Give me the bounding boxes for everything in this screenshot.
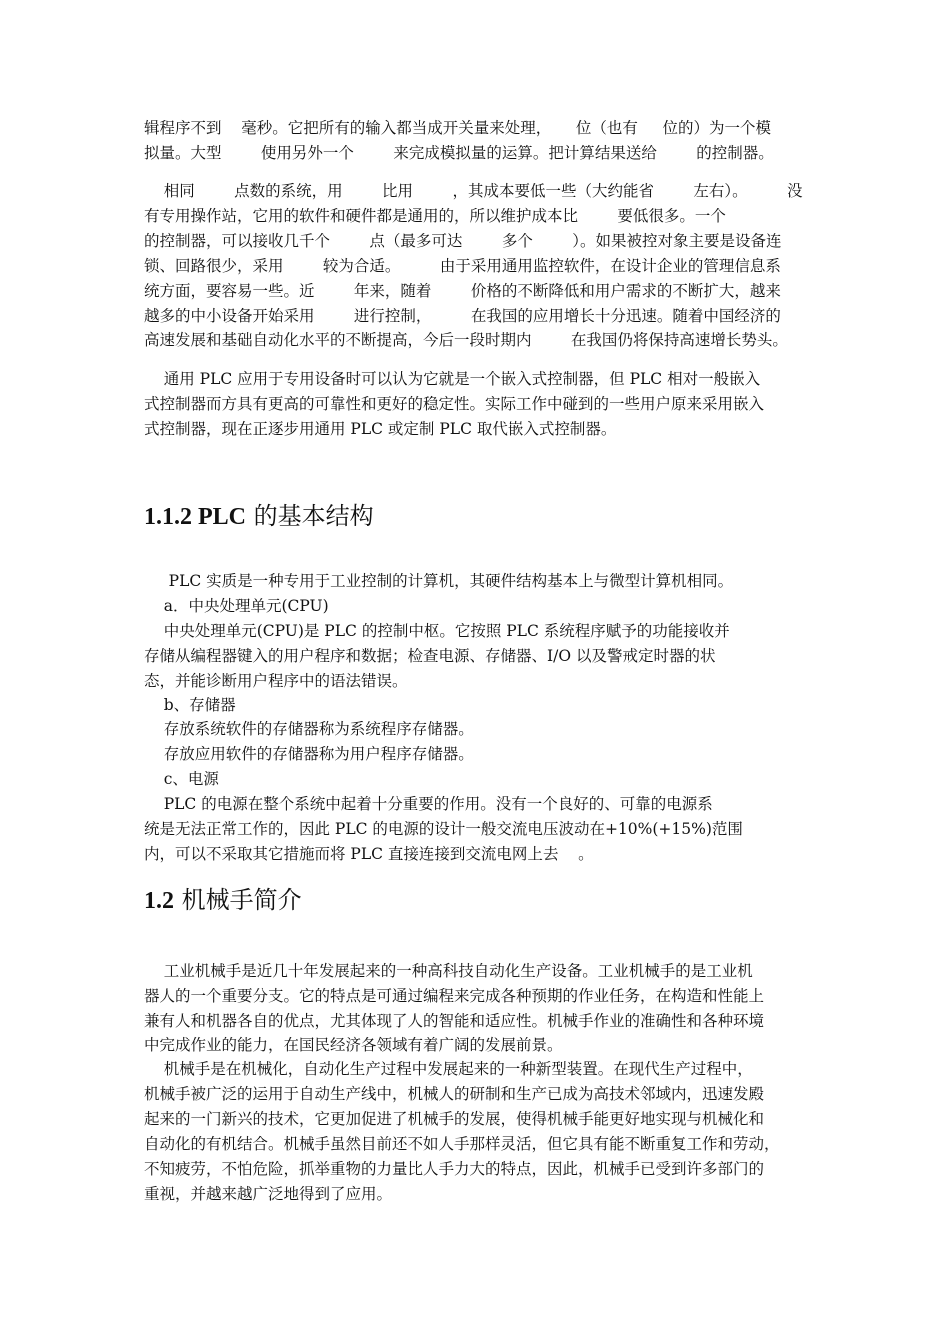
paragraph-line: 高速发展和基础自动化水平的不断提高，今后一段时期内 在我国仍将保持高速增长势头。 [144,331,788,349]
paragraph-line: 统方面，要容易一些。近 年来，随着 价格的不断降低和用户需求的不断扩大，越来 [144,282,781,300]
paragraph-line: 不知疲劳，不怕危险，抓举重物的力量比人手力大的特点，因此，机械手已受到许多部门的 [144,1160,765,1178]
list-label: b、存储器 [144,696,236,714]
paragraph-line: 式控制器而方具有更高的可靠性和更好的稳定性。实际工作中碰到的一些用户原来采用嵌入 [144,395,765,413]
list-label: c、电源 [144,770,219,788]
paragraph-line: 存放应用软件的存储器称为用户程序存储器。 [144,745,474,763]
heading-title: 机械手简介 [174,886,302,914]
paragraph-line: 存放系统软件的存储器称为系统程序存储器。 [144,720,474,738]
paragraph-line: 起来的一门新兴的技术，它更加促进了机械手的发展，使得机械手能更好地实现与机械化和 [144,1110,765,1128]
paragraph-line: 统是无法正常工作的，因此 PLC 的电源的设计一般交流电压波动在+10%(+15%)范围 [144,820,743,838]
paragraph-line: 重视，并越来越广泛地得到了应用。 [144,1185,393,1203]
paragraph-line: 有专用操作站，它用的软件和硬件都是通用的，所以维护成本比 要低很多。一个 [144,207,726,225]
paragraph-line: 内，可以不采取其它措施而将 PLC 直接连接到交流电网上去 。 [144,845,594,863]
paragraph-line: 相同 点数的系统，用 比用 ，其成本要低一些（大约能省 左右）。 没 [144,182,803,200]
paragraph-line: 中完成作业的能力，在国民经济各领域有着广阔的发展前景。 [144,1036,563,1054]
paragraph-line: 态，并能诊断用户程序中的语法错误。 [144,672,408,690]
heading-number: 1.1.2 PLC [144,504,246,530]
paragraph-line: 中央处理单元(CPU)是 PLC 的控制中枢。它按照 PLC 系统程序赋予的功能接收并 [144,622,730,640]
paragraph-line: 机械手是在机械化，自动化生产过程中发展起来的一种新型装置。在现代生产过程中， [144,1060,753,1078]
paragraph-line: 锁、回路很少，采用 较为合适。 由于采用通用监控软件，在设计企业的管理信息系 [144,257,781,275]
paragraph-line: 辑程序不到 毫秒。它把所有的输入都当成开关量来处理， 位（也有 位的）为一个模 [144,119,771,137]
paragraph-line: 存储从编程器键入的用户程序和数据；检查电源、存储器、I/O 以及警戒定时器的状 [144,647,716,665]
heading-number: 1.2 [144,888,174,914]
heading-title: 的基本结构 [246,502,374,530]
paragraph-line: 的控制器，可以接收几千个 点（最多可达 多个 ）。如果被控对象主要是设备连 [144,232,782,250]
section-heading [144,884,302,917]
section-heading [144,500,374,533]
paragraph-line: 机械手被广泛的运用于自动生产线中，机械人的研制和生产已成为高技术邻域内，迅速发殿 [144,1085,765,1103]
paragraph-line: 器人的一个重要分支。它的特点是可通过编程来完成各种预期的作业任务，在构造和性能上 [144,987,765,1005]
paragraph-line: 工业机械手是近几十年发展起来的一种高科技自动化生产设备。工业机械手的是工业机 [144,962,753,980]
paragraph-line: 通用 PLC 应用于专用设备时可以认为它就是一个嵌入式控制器，但 PLC 相对一般嵌入 [144,370,761,388]
paragraph-line: 兼有人和机器各自的优点，尤其体现了人的智能和适应性。机械手作业的准确性和各种环境 [144,1012,765,1030]
paragraph-line: 拟量。大型 使用另外一个 来完成模拟量的运算。把计算结果送给 的控制器。 [144,144,774,162]
paragraph-line: 自动化的有机结合。机械手虽然目前还不如人手那样灵活，但它具有能不断重复工作和劳动， [144,1135,780,1153]
paragraph-line: 越多的中小设备开始采用 进行控制， 在我国的应用增长十分迅速。随着中国经济的 [144,307,781,325]
paragraph-line: 式控制器，现在正逐步用通用 PLC 或定制 PLC 取代嵌入式控制器。 [144,420,617,438]
paragraph-line: PLC 实质是一种专用于工业控制的计算机，其硬件结构基本上与微型计算机相同。 [144,572,734,590]
list-label: a．中央处理单元(CPU) [144,597,329,615]
paragraph-line: PLC 的电源在整个系统中起着十分重要的作用。没有一个良好的、可靠的电源系 [144,795,713,813]
